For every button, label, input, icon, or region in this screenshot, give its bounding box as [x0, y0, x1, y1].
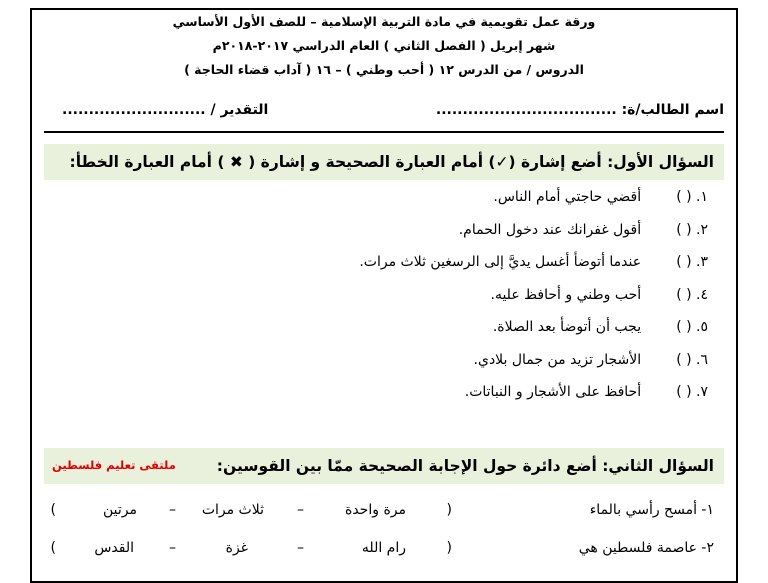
answer-box: ( ): [676, 319, 692, 335]
mcq-option: مرة واحدة: [345, 502, 406, 518]
answer-box: ( ): [676, 189, 692, 205]
mcq-stem: ١- أمسح رأسي بالماء: [589, 502, 714, 518]
header-title: ورقة عمل تقويمية في مادة التربية الإسلامية – للصف الأول الأساسي: [172, 14, 596, 29]
list-item: [68, 319, 708, 352]
list-item: [68, 222, 708, 255]
list-item: [68, 352, 708, 385]
list-item: [68, 384, 708, 417]
item-number: ٥.: [696, 319, 708, 335]
list-item: [68, 189, 708, 222]
item-text: يجب أن أتوضأ بعد الصلاة.: [492, 319, 642, 335]
list-item: [68, 254, 708, 287]
header-term: شهر إبريل ( الفصل الثاني ) العام الدراسي ٢٠١٧-٢٠١٨م: [212, 38, 556, 53]
grade-field: التقدير / ...........................: [62, 102, 269, 118]
mcq-row: [44, 540, 724, 566]
question1-list: [68, 189, 708, 417]
item-text: أحافظ على الأشجار و النباتات.: [464, 384, 642, 400]
header-divider: [44, 131, 724, 133]
item-number: ١.: [696, 189, 708, 205]
item-number: ٢.: [696, 221, 708, 238]
mcq-option: القدس: [94, 540, 134, 556]
dash: –: [169, 540, 176, 556]
open-paren: (: [446, 502, 452, 518]
answer-box: ( ): [676, 384, 692, 400]
dash: –: [297, 502, 304, 518]
student-name-field: اسم الطالب/ة: ..................................: [435, 102, 724, 118]
dash: –: [297, 540, 304, 556]
answer-box: ( ): [676, 351, 692, 368]
mcq-option: ثلاث مرات: [201, 502, 264, 518]
mcq-row: [44, 502, 724, 528]
answer-box: ( ): [676, 221, 692, 238]
mcq-option: مرتين: [102, 502, 137, 518]
question2-title: السؤال الثاني: أضع دائرة حول الإجابة الصحيحة ممّا بين القوسين:: [44, 448, 724, 484]
item-number: ٧.: [696, 384, 708, 400]
item-text: عندما أتوضأ أغسل يديَّ إلى الرسغين ثلاث مرات.: [359, 254, 642, 270]
answer-box: ( ): [676, 254, 692, 270]
question1-title: السؤال الأول: أضع إشارة (✓) أمام العبارة الصحيحة و إشارة ( ✖ ) أمام العبارة الخطأ:: [44, 144, 724, 180]
mcq-option: رام الله: [361, 540, 406, 556]
header-lessons: الدروس / من الدرس ١٢ ( أحب وطني ) – ١٦ ( آداب قضاء الحاجة ): [184, 62, 584, 77]
item-text: أحب وطني و أحافظ عليه.: [490, 286, 642, 303]
dash: –: [169, 502, 176, 518]
item-number: ٦.: [696, 351, 708, 368]
close-paren: ): [50, 540, 56, 556]
mcq-stem: ٢- عاصمة فلسطين هي: [578, 540, 714, 556]
answer-box: ( ): [676, 286, 692, 303]
list-item: [68, 287, 708, 320]
brand-watermark: ملتقى تعليم فلسطين: [52, 458, 176, 472]
item-number: ٣.: [696, 254, 708, 270]
item-text: الأشجار تزيد من جمال بلادي.: [473, 351, 642, 368]
close-paren: ): [50, 502, 56, 518]
item-number: ٤.: [696, 286, 708, 303]
item-text: أقول غفرانك عند دخول الحمام.: [458, 221, 642, 238]
item-text: أقضي حاجتي أمام الناس.: [493, 189, 642, 205]
open-paren: (: [446, 540, 452, 556]
mcq-option: غزة: [225, 540, 248, 556]
